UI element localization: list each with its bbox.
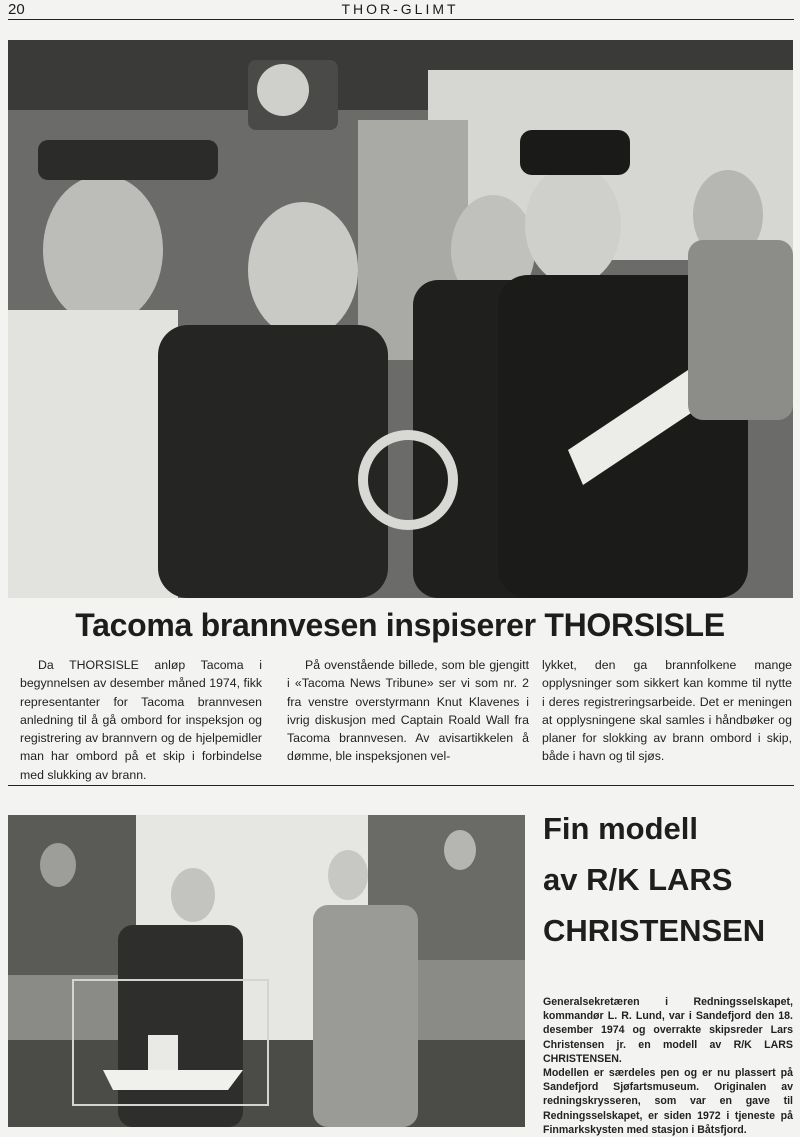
article2-title-line-2: av R/K LARS (543, 862, 733, 897)
article2-title-line-3: CHRISTENSEN (543, 913, 766, 948)
article1-col3-text: lykket, den ga brannfolkene mange opplysninger som sikkert kan komme til nytte i deres registreringsarbeide. Det er meningen at opplysningene skal samles i håndbøker og planer for slokking av brann ombord i skip, både i havn og til sjøs. (542, 658, 792, 764)
article2-caption-p1: Generalsekretæren i Redningsselskapet, kommandør L. R. Lund, var i Sandefjord den 18. desember 1974 og overrakte skipsreder Lars Christensen jr. en modell av R/K LARS CHRISTENSEN. (543, 996, 793, 1065)
article1-col2-text: På ovenstående billede, som ble gjengitt i «Tacoma News Tribune» ser vi som nr. 2 fra venstre overstyrmann Knut Klavenes i ivrig diskusjon med Captain Roald Wall fra Tacoma brannvesen. Av avisartikkelen å dømme, ble inspeksjonen vel- (287, 658, 529, 764)
article1-column-1 (20, 656, 262, 784)
article2-caption-p2: Modellen er særdeles pen og er nu plassert på Sandefjord Sjøfartsmuseum. Originalen av redningskrysseren, som var en gave til Redningsselskapet, er siden 1972 i tjeneste på Finmarkskysten med stasjon i Båtsfjord. (543, 1067, 793, 1136)
article2-title (543, 803, 799, 956)
model-presentation-photo (8, 815, 525, 1127)
article1-col1-text: Da THORSISLE anløp Tacoma i begynnelsen av desember måned 1974, fikk representanter for Tacoma brannvesen anledning til å gå ombord for inspeksjon og registrering av brannvern og de hjelpemidler man har ombord på et skip i forbindelse med slukking av brann. (20, 658, 262, 782)
article2-caption (543, 995, 793, 1137)
running-head: THOR-GLIMT (341, 1, 459, 17)
section-divider (8, 785, 794, 786)
article1-column-2 (287, 656, 529, 766)
article1-headline: Tacoma brannvesen inspiserer THORSISLE (75, 607, 725, 643)
page-number: 20 (8, 1, 25, 18)
fire-inspection-photo (8, 40, 793, 598)
article2-title-line-1: Fin modell (543, 811, 698, 846)
header-rule (8, 19, 794, 20)
article1-column-3 (542, 656, 792, 766)
